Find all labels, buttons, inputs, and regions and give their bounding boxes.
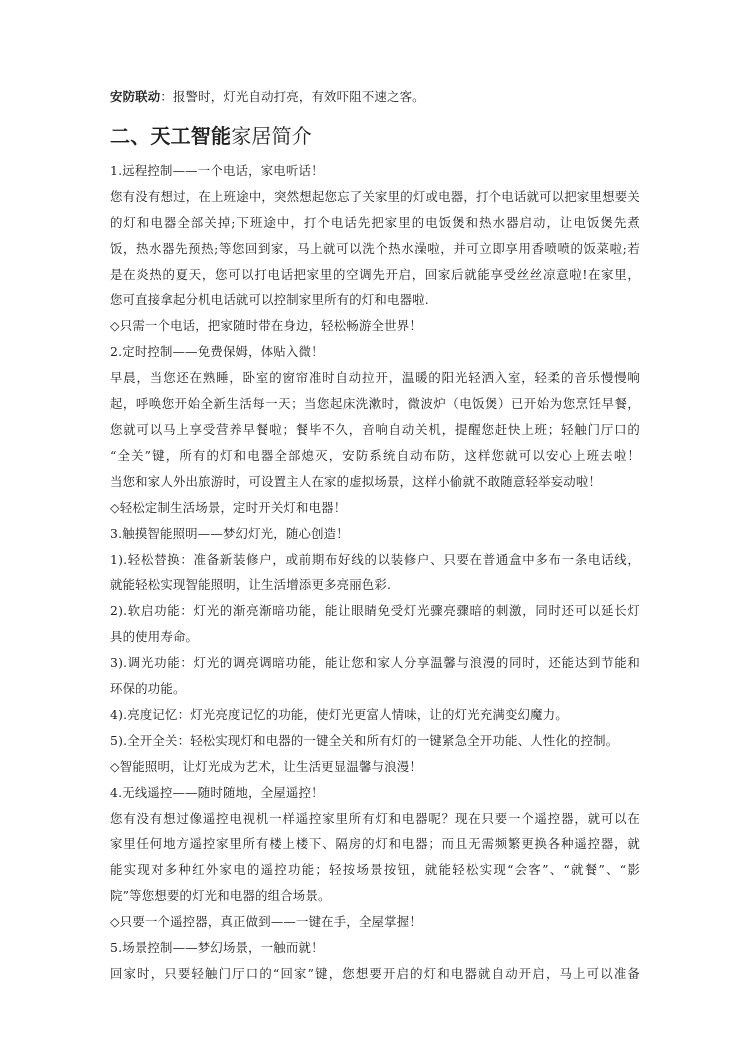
security-linkage-label: 安防联动 (110, 89, 161, 104)
text-line: ◇只要一个遥控器，真正做到——一键在手，全屋掌握！ (110, 914, 422, 930)
text-line: 能实现对多种红外家电的遥控功能；轻按场景按钮，就能轻松实现“会客”、“就餐”、“影 (110, 862, 640, 878)
text-line: ◇轻松定制生活场景，定时开关灯和电器！ (110, 499, 347, 515)
text-line: 就能轻松实现智能照明，让生活增添更多亮丽色彩. (110, 577, 392, 593)
text-line: 院”等您想要的灯光和电器的组合场景。 (110, 888, 331, 904)
security-linkage-line (110, 84, 640, 110)
text-line: 早晨，当您还在熟睡，卧室的窗帘准时自动拉开，温暖的阳光轻洒入室，轻柔的音乐慢慢响 (110, 370, 640, 386)
document-page (110, 84, 640, 987)
text-line: 的灯和电器全部关掉;下班途中，打个电话先把家里的电饭煲和热水器启动，让电饭煲先煮 (110, 214, 640, 230)
text-line: 4.无线遥控——随时随地，全屋遥控！ (110, 784, 324, 800)
section-heading (110, 116, 640, 156)
text-line: 饭，热水器先预热;等您回到家，马上就可以洗个热水澡啦，并可立即享用香喷喷的饭菜啦;若 (110, 240, 640, 256)
text-line: 家里任何地方遥控家里所有楼上楼下、隔房的灯和电器；而且无需频繁更换各种遥控器，就 (110, 836, 640, 852)
text-line: 您有没有想过，在上班途中，突然想起您忘了关家里的灯或电器，打个电话就可以把家里想要关 (110, 188, 640, 204)
text-line: 3.触摸智能照明——梦幻灯光，随心创造！ (110, 525, 349, 541)
text-line: 起，呼唤您开始全新生活每一天；当您起床洗漱时，微波炉（电饭煲）已开始为您烹饪早餐， (110, 396, 640, 412)
text-line: 您有没有想过像遥控电视机一样遥控家里所有灯和电器呢？现在只要一个遥控器，就可以在 (110, 810, 640, 826)
text-line: 当您和家人外出旅游时，可设置主人在家的虚拟场景，这样小偷就不敢随意轻举妄动啦！ (110, 473, 602, 489)
text-line: ◇智能照明，让灯光成为艺术，让生活更显温馨与浪漫！ (110, 758, 422, 774)
text-line: ◇只需一个电话，把家随时带在身边，轻松畅游全世界！ (110, 318, 422, 334)
text-line: 2).软启功能：灯光的渐亮渐暗功能，能让眼睛免受灯光骤亮骤暗的刺激，同时还可以延长灯 (110, 603, 640, 619)
text-line: 回家时，只要轻触门厅口的“回家”键，您想要开启的灯和电器就自动开启，马上可以准备 (110, 966, 640, 981)
text-line: 您就可以马上享受营养早餐啦；餐毕不久，音响自动关机，提醒您赶快上班；轻触门厅口的 (110, 421, 640, 437)
text-line: 环保的功能。 (110, 681, 186, 697)
text-line: 5.场景控制——梦幻场景，一触而就！ (110, 940, 324, 956)
text-line: “全关”键，所有的灯和电器全部熄灭，安防系统自动布防，这样您就可以安心上班去啦！ (110, 447, 640, 463)
text-line: 4).亮度记忆：灯光亮度记忆的功能，使灯光更富人情味，让的灯光充满变幻魔力。 (110, 706, 568, 722)
text-line: 是在炎热的夏天，您可以打电话把家里的空调先开启，回家后就能享受丝丝凉意啦!在家里， (110, 266, 640, 282)
text-line: 3).调光功能：灯光的调亮调暗功能，能让您和家人分享温馨与浪漫的同时，还能达到节能和 (110, 655, 640, 671)
text-line: 2.定时控制——免费保姆，体贴入微！ (110, 344, 324, 360)
text-line: 您可直接拿起分机电话就可以控制家里所有的灯和电器啦. (110, 292, 429, 308)
text-line: 1).轻松替换：准备新装修户，或前期布好线的以装修户、只要在普通盒中多布一条电话线， (110, 551, 640, 567)
section-heading-regular: 家居简介 (231, 123, 313, 148)
text-line: 具的使用寿命。 (110, 629, 199, 645)
text-line: 1.远程控制——一个电话，家电听话！ (110, 162, 324, 178)
body-text (110, 158, 640, 987)
section-heading-bold: 二、天工智能 (110, 123, 232, 148)
security-linkage-text: ：报警时，灯光自动打亮，有效吓阻不速之客。 (160, 89, 425, 104)
text-line: 5).全开全关：轻松实现灯和电器的一键全关和所有灯的一键紧急全开功能、人性化的控制。 (110, 732, 619, 748)
